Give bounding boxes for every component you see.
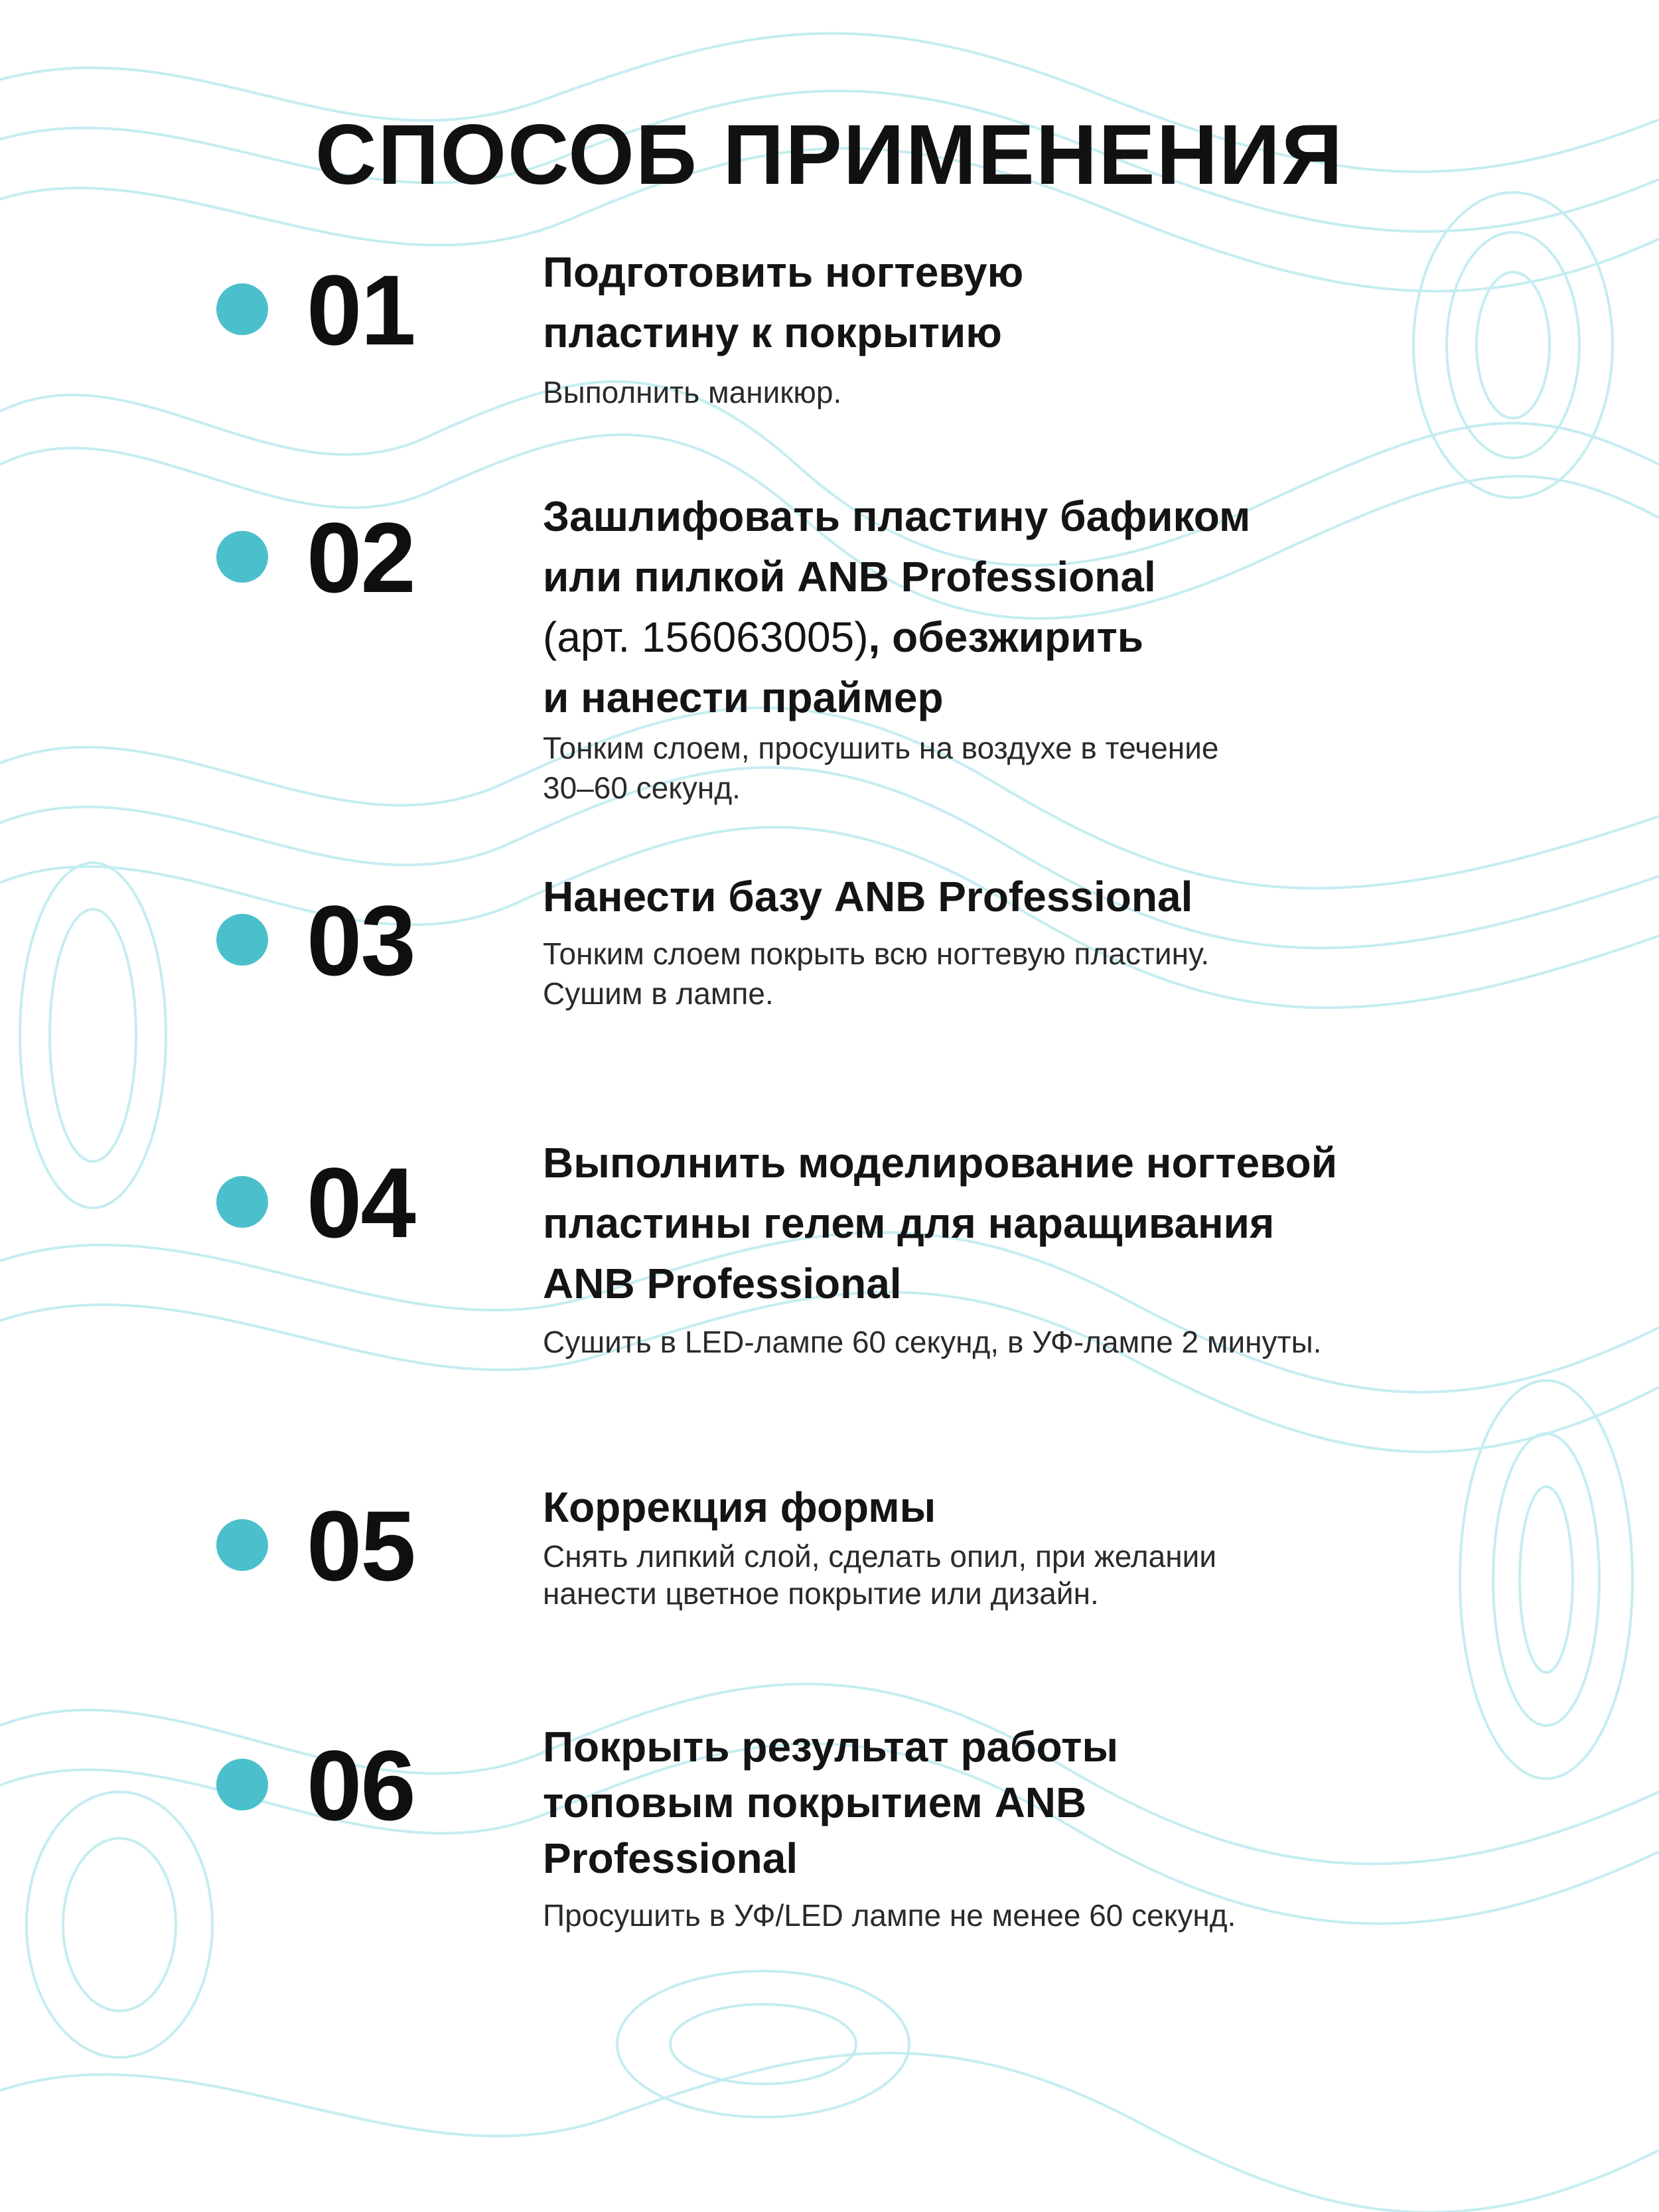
step-title-line: Подготовить ногтевую [543,248,1024,296]
step-description [543,934,1472,1013]
step-title-line: Выполнить моделирование ногтевой [543,1139,1338,1187]
step-title [543,1719,1472,1886]
step-title-line: пластины гелем для наращивания [543,1199,1275,1247]
step-body [543,1477,1472,1612]
step-number: 06 [307,1730,415,1841]
step-bullet-dot [216,1759,268,1810]
step-title [543,242,1472,363]
step-description-line: Выполнить маникюр. [543,375,842,409]
step-title-line: топовым покрытием ANB [543,1779,1087,1826]
step-title [543,867,1472,927]
step-title-line: и нанести праймер [543,674,944,721]
step-bullet-dot [216,283,268,335]
step-title-line: Коррекция формы [543,1483,936,1531]
step-body [543,1133,1472,1362]
step-number: 04 [307,1147,415,1258]
step-title-line: Professional [543,1834,798,1882]
step-description-line: Тонким слоем, просушить на воздухе в течение [543,731,1219,765]
step-description-line: Сушим в лампе. [543,976,774,1011]
step-body [543,867,1472,1013]
step-title-line: Нанести базу ANB Professional [543,873,1193,921]
step-description [543,1895,1472,1935]
step-title-line: пластину к покрытию [543,309,1002,356]
step-bullet-dot [216,1176,268,1228]
step-bullet-dot [216,1519,268,1571]
step-description-line: Просушить в УФ/LED лампе не менее 60 секунд. [543,1898,1236,1933]
step-description-line: Тонким слоем покрыть всю ногтевую пластину. [543,936,1210,971]
step-description-line: нанести цветное покрытие или дизайн. [543,1576,1099,1611]
step-bullet-dot [216,914,268,966]
step-body [543,1719,1472,1935]
step-description [543,1538,1472,1612]
step-body [543,486,1472,808]
step-title-article-ref: (арт. 156063005) [543,613,869,661]
step-description [543,728,1472,808]
step-description-line: Снять липкий слой, сделать опил, при желании [543,1539,1217,1574]
step-description [543,372,1472,412]
step-title-line: или пилкой ANB Professional [543,553,1156,601]
step-number: 02 [307,502,415,613]
step-description [543,1322,1472,1362]
step-body [543,242,1472,412]
step-title-line: Покрыть результат работы [543,1723,1119,1771]
step-number: 05 [307,1490,415,1601]
step-number: 03 [307,885,415,996]
step-title-line: ANB Professional [543,1260,902,1307]
page-title: СПОСОБ ПРИМЕНЕНИЯ [315,108,1344,202]
step-description-line: Сушить в LED-лампе 60 секунд, в УФ-лампе 2 минуты. [543,1325,1322,1359]
step-title-line: , обезжирить [868,613,1144,661]
step-title [543,1133,1472,1314]
step-title [543,1477,1472,1538]
step-title-line: Зашлифовать пластину бафиком [543,492,1251,540]
step-bullet-dot [216,531,268,583]
step-number: 01 [307,254,415,366]
step-description-line: 30–60 секунд. [543,771,741,805]
step-title [543,486,1472,728]
